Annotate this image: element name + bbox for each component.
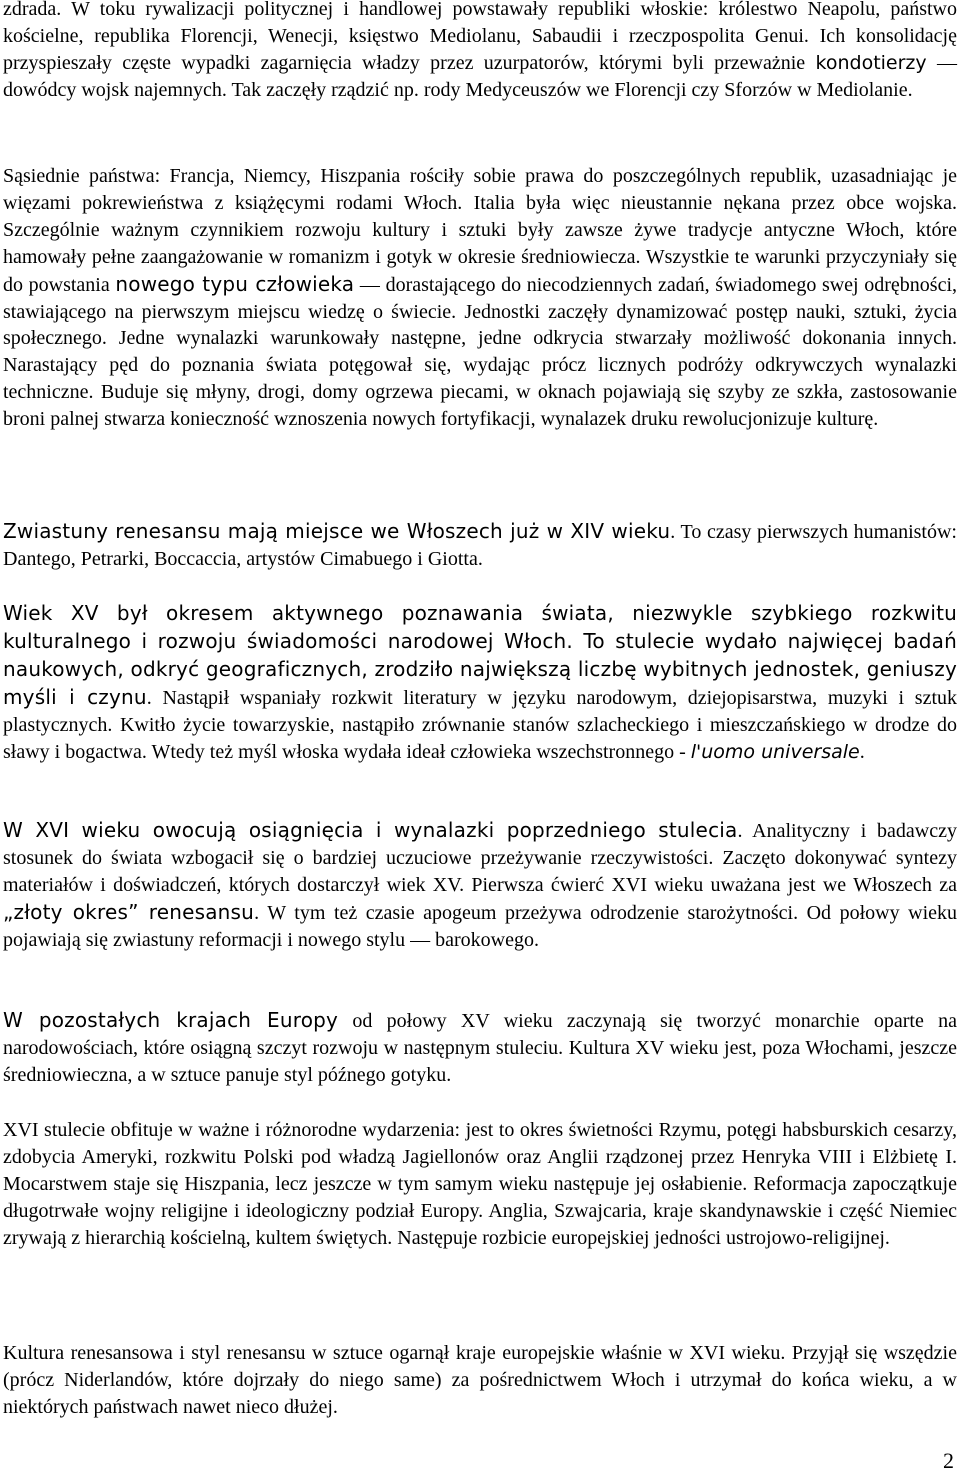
paragraph-15th-century: [3, 600, 957, 765]
paragraph-renaissance-culture: [3, 1340, 957, 1421]
heading-other-countries: W pozostałych krajach Europy: [3, 1008, 339, 1032]
paragraph-text: . Nastąpił wspaniały rozkwit literatury w języku narodowym, dziejopisarstwa, muzyki i sztuk plastycznych. Kwitło życie towarzyskie, nastąpiło zrównanie stanów szlacheckiego i mieszczańskiego w drodze do sławy i bogactwa. Wtedy też myśl włoska wydała ideał człowieka wszechstronnego -: [3, 686, 957, 763]
paragraph-text: zdrada. W toku rywalizacji politycznej i handlowej powstawały republiki włoskie: królestwo Neapolu, państwo kościelne, republika Florencji, Wenecji, księstwo Mediolanu, Sabaudii i rzeczpospolita Genui. Ich konsolidację przyspieszały częste wypadki zagarnięcia władzy przez uzurpatorów, którymi byli przeważnie: [3, 0, 957, 74]
paragraph-text: — dorastającego do niecodziennych zadań, świadomego swej odrębności, stawiającego na pierwszym miejscu wiedzę o świecie. Jednostki zaczęły dynamizować postęp nauki, sztuki, życia społecznego. Jedne wynalazki warunkowały następne, jedne odkrycia stwarzały możliwość dokonania innych. Narastający pęd do poznania świata potęgował się, wydając prócz licznych podróży odkrywczych wynalazki techniczne. Buduje się młyny, drogi, domy ogrzewa piecami, w oknach pojawiają się szyby ze szkła, zastosowanie broni palnej stwarza konieczność wznoszenia nowych fortyfikacji, wynalazek druku rewolucjonizuje kulturę.: [3, 273, 958, 431]
paragraph-text: . To czasy pierwszych humanistów: Dantego, Petrarki, Boccaccia, artystów Cimabuego i Giotta.: [3, 521, 957, 570]
paragraph-text: .: [859, 740, 865, 763]
paragraph-14th-century: [3, 518, 957, 573]
term-golden-period: „złoty okres” renesansu: [3, 899, 255, 924]
paragraph-text: XVI stulecie obfituje w ważne i różnorodne wydarzenia: jest to okres świetności Rzymu, potęgi habsburskich cesarzy, zdobycia Ameryki, rozkwitu Polski pod władzą Jagiellonów oraz Anglii rządzonej przez Henryka VIII i Elżbietę I. Mocarstwem staje się Hiszpania, lecz jeszcze w tym samym wieku następuje jej osłabienie. Reformacja zapoczątkuje długotrwałe wojny religijne i ideologiczny podział Europy. Anglia, Szwajcaria, kraje skandynawskie i część Niemiec zrywają z hierarchią kościelną, kultem świętych. Następuje rozbicie europejskiej jedności ustrojowo-religijnej.: [3, 1119, 957, 1249]
paragraph-text: — dowódcy wojsk najemnych. Tak zaczęły rządzić np. rody Medyceuszów we Florencji czy Sforzów w Mediolanie.: [3, 51, 957, 101]
term-new-type-of-man: nowego typu człowieka: [115, 271, 355, 296]
page-number: 2: [943, 1448, 954, 1473]
heading-16th-century: W XVI wieku owocują osiągnięcia i wynalazki poprzedniego stulecia: [3, 818, 738, 842]
paragraph-other-countries: [3, 1007, 957, 1089]
paragraph-text: od połowy XV wieku zaczynają się tworzyć monarchie oparte na narodowościach, które osiągną szczyt rozwoju w następnym stuleciu. Kultura XV wieku jest, poza Włochami, jeszcze średniowieczna, a w sztuce panuje styl późnego gotyku.: [3, 1010, 957, 1086]
term-uomo-universale: l'uomo universale: [690, 740, 860, 763]
paragraph-text: . W tym też czasie apogeum przeżywa odrodzenie starożytności. Od połowy wieku pojawiają się zwiastuny reformacji i nowego stylu — barokowego.: [3, 901, 958, 951]
paragraph-italian-republics: [3, 0, 957, 104]
paragraph-neighbouring-states: [3, 163, 957, 433]
paragraph-text: . Analityczny i badawczy stosunek do świata wzbogacił się o bardziej uczuciowe przeżywanie rzeczywistości. Zaczęto dokonywać syntezy materiałów i doświadczeń, których dostarczył wiek XV. Pierwsza ćwierć XVI wieku uważana jest we Włoszech za: [3, 820, 958, 896]
term-kondotierzy: kondotierzy: [815, 51, 927, 74]
paragraph-text: Sąsiednie państwa: Francja, Niemcy, Hiszpania rościły sobie prawa do poszczególnych republik, uzasadniając je więzami pokrewieństwa z książęcymi rodami Włoch. Italia była więc nieustannie nękana przez obce wojska. Szczególnie ważnym czynnikiem rozwoju kultury i sztuki były zawsze żywe tradycje antyczne Włoch, które hamowały pełne zaangażowanie w romanizm i gotyk w okresie średniowiecza. Wszystkie te warunki przyczyniały się do powstania: [3, 165, 957, 296]
heading-14th-century: Zwiastuny renesansu mają miejsce we Włoszech już w XIV wieku: [3, 519, 671, 543]
paragraph-text: Kultura renesansowa i styl renesansu w sztuce ogarnął kraje europejskie właśnie w XVI wieku. Przyjął się wszędzie (prócz Niderlandów, które dojrzały do niego same) za pośrednictwem Włoch i utrzymał do końca wieku, a w niektórych państwach nawet nieco dłużej.: [3, 1342, 957, 1418]
paragraph-16th-century-events: [3, 1117, 957, 1252]
paragraph-16th-century: [3, 817, 957, 954]
heading-15th-century: Wiek XV był okresem aktywnego poznawania świata, niezwykle szybkiego rozkwitu kulturalnego i rozwoju świadomości narodowej Włoch. To stulecie wydało najwięcej badań naukowych, odkryć geograficznych, zrodziło największą liczbę wybitnych jednostek, geniuszy myśli i czynu: [3, 601, 957, 709]
